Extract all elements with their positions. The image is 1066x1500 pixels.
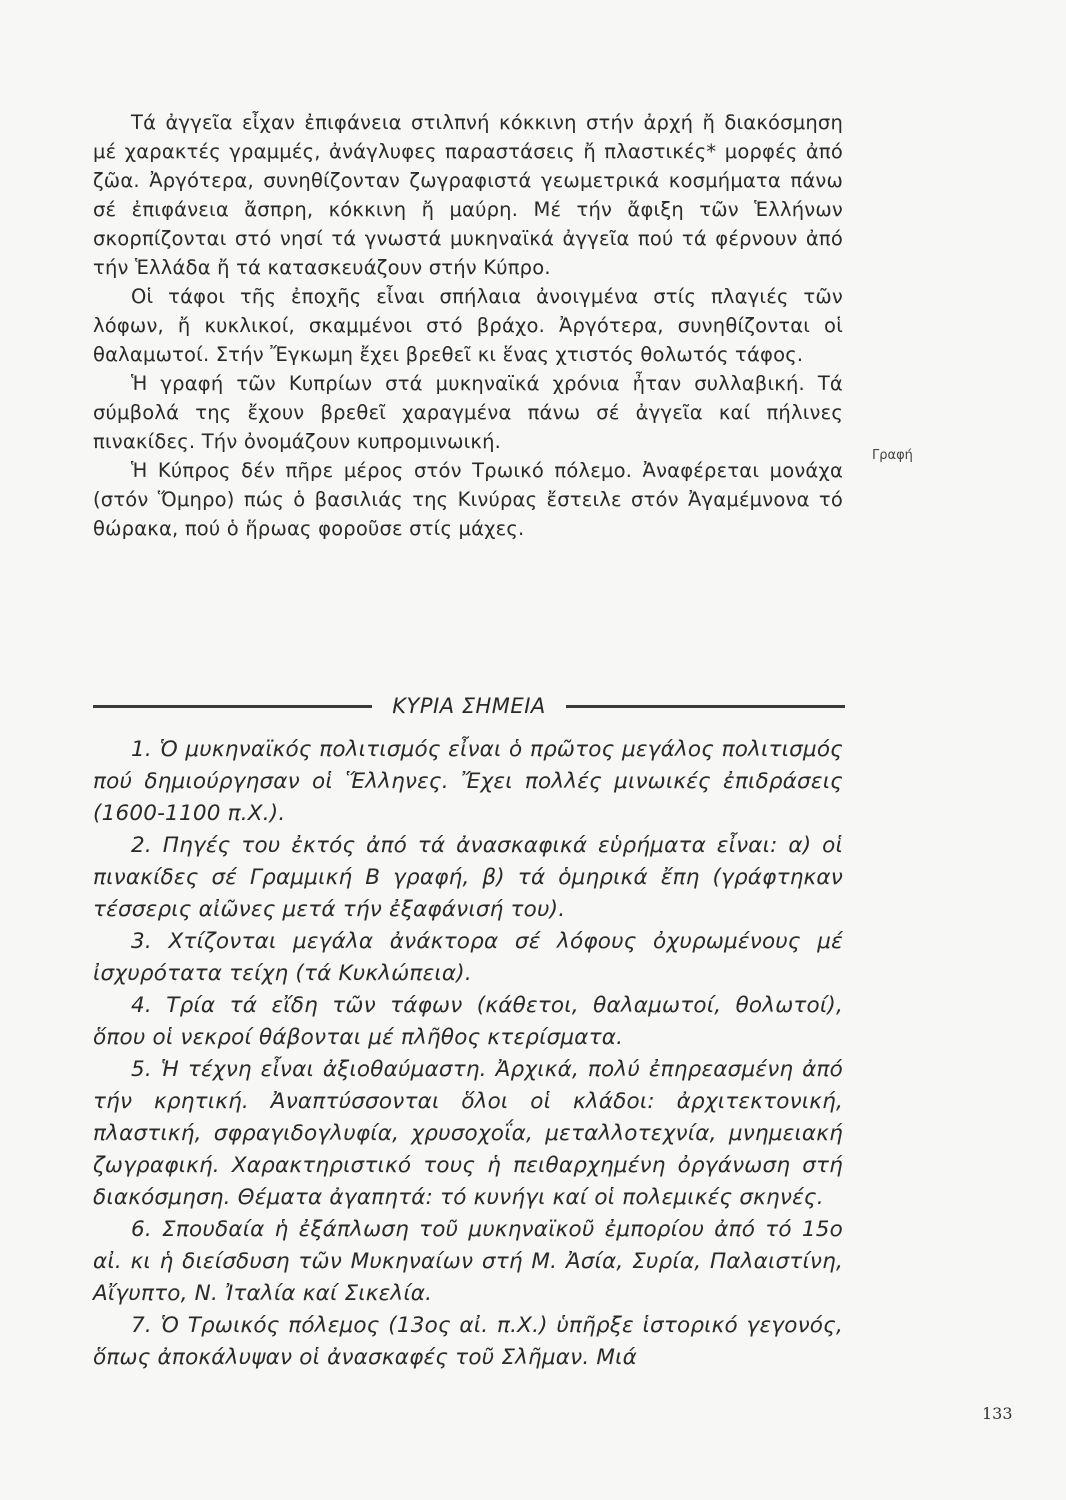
heading-rule-left [93,705,372,708]
key-point-2: 2. Πηγές του ἐκτός ἀπό τά ἀνασκαφικά εὑρήματα εἶναι: α) οἱ πινακίδες σέ Γραμμική Β γραφή, β) τά ὁμηρικά ἔπη (γράφτηκαν τέσσερις αἰῶνες μετά τήν ἐξαφάνισή του). [93,833,843,922]
paragraph-pottery: Τά ἀγγεῖα εἶχαν ἐπιφάνεια στιλπνή κόκκινη στήν ἀρχή ἤ διακόσμηση μέ χαρακτές γραμμές, ἀνάγλυφες παραστάσεις ἤ πλαστικές* μορφές ἀπό ζῶα. Ἀργότερα, συνηθίζονταν ζωγραφιστά γεωμετρικά κοσμήματα πάνω σέ ἐπιφάνεια ἄσπρη, κόκκινη ἤ μαύρη. Μέ τήν ἄφιξη τῶν Ἑλλήνων σκορπίζονται στό νησί τά γνωστά μυκηναϊκά ἀγγεῖα πού τά φέρνουν ἀπό τήν Ἑλλάδα ἤ τά κατασκευάζουν στήν Κύπρο. [93,111,843,279]
key-points-list [93,734,843,1374]
key-points-heading [93,690,845,722]
paragraph-writing: Ἡ γραφή τῶν Κυπρίων στά μυκηναϊκά χρόνια ἦταν συλλαβική. Τά σύμβολά της ἔχουν βρεθεῖ χαραγμένα πάνω σέ ἀγγεῖα καί πήλινες πινακίδες. Τήν ὀνομάζουν κυπρομινωική. [93,372,843,453]
key-point-4: 4. Τρία τά εἴδη τῶν τάφων (κάθετοι, θαλαμωτοί, θολωτοί), ὅπου οἱ νεκροί θάβονται μέ πλῆθος κτερίσματα. [93,993,843,1050]
heading-text: ΚΥΡΙΑ ΣΗΜΕΙΑ [392,694,546,718]
margin-note-writing: Γραφή [872,448,913,463]
paragraph-trojan-war: Ἡ Κύπρος δέν πῆρε μέρος στόν Τρωικό πόλεμο. Ἀναφέρεται μονάχα (στόν Ὅμηρο) πώς ὁ βασιλιάς της Κινύρας ἔστειλε στόν Ἀγαμέμνονα τό θώρακα, πού ὁ ἥρωας φοροῦσε στίς μάχες. [93,459,843,540]
key-point-7: 7. Ὁ Τρωικός πόλεμος (13ος αἰ. π.Χ.) ὑπῆρξε ἱστορικό γεγονός, ὅπως ἀποκάλυψαν οἱ ἀνασκαφές τοῦ Σλῆμαν. Μιά [93,1313,843,1370]
heading-rule-right [566,705,845,708]
key-point-3: 3. Χτίζονται μεγάλα ἀνάκτορα σέ λόφους ὀχυρωμένους μέ ἰσχυρότατα τείχη (τά Κυκλώπεια). [93,929,843,986]
key-point-5: 5. Ἡ τέχνη εἶναι ἀξιοθαύμαστη. Ἀρχικά, πολύ ἐπηρεασμένη ἀπό τήν κρητική. Ἀναπτύσσονται ὅλοι οἱ κλάδοι: ἀρχιτεκτονική, πλαστική, σφραγιδογλυφία, χρυσοχοΐα, μεταλλοτεχνία, μνημειακή ζωγραφική. Χαρακτηριστικό τους ἡ πειθαρχημένη ὀργάνωση στή διακόσμηση. Θέματα ἀγαπητά: τό κυνήγι καί οἱ πολεμικές σκηνές. [93,1057,843,1210]
body-text [93,108,843,543]
paragraph-tombs: Οἱ τάφοι τῆς ἐποχῆς εἶναι σπήλαια ἀνοιγμένα στίς πλαγιές τῶν λόφων, ἤ κυκλικοί, σκαμμένοι στό βράχο. Ἀργότερα, συνηθίζονται οἱ θαλαμωτοί. Στήν Ἔγκωμη ἔχει βρεθεῖ κι ἕνας χτιστός θολωτός τάφος. [93,285,843,366]
key-point-1: 1. Ὁ μυκηναϊκός πολιτισμός εἶναι ὁ πρῶτος μεγάλος πολιτισμός πού δημιούργησαν οἱ Ἕλληνες. Ἔχει πολλές μινωικές ἐπιδράσεις (1600-1100 π.Χ.). [93,737,843,826]
page-number: 133 [982,1404,1013,1423]
key-point-6: 6. Σπουδαία ἡ ἐξάπλωση τοῦ μυκηναϊκοῦ ἐμπορίου ἀπό τό 15ο αἰ. κι ἡ διείσδυση τῶν Μυκηναίων στή Μ. Ἀσία, Συρία, Παλαιστίνη, Αἴγυπτο, Ν. Ἰταλία καί Σικελία. [93,1217,843,1306]
